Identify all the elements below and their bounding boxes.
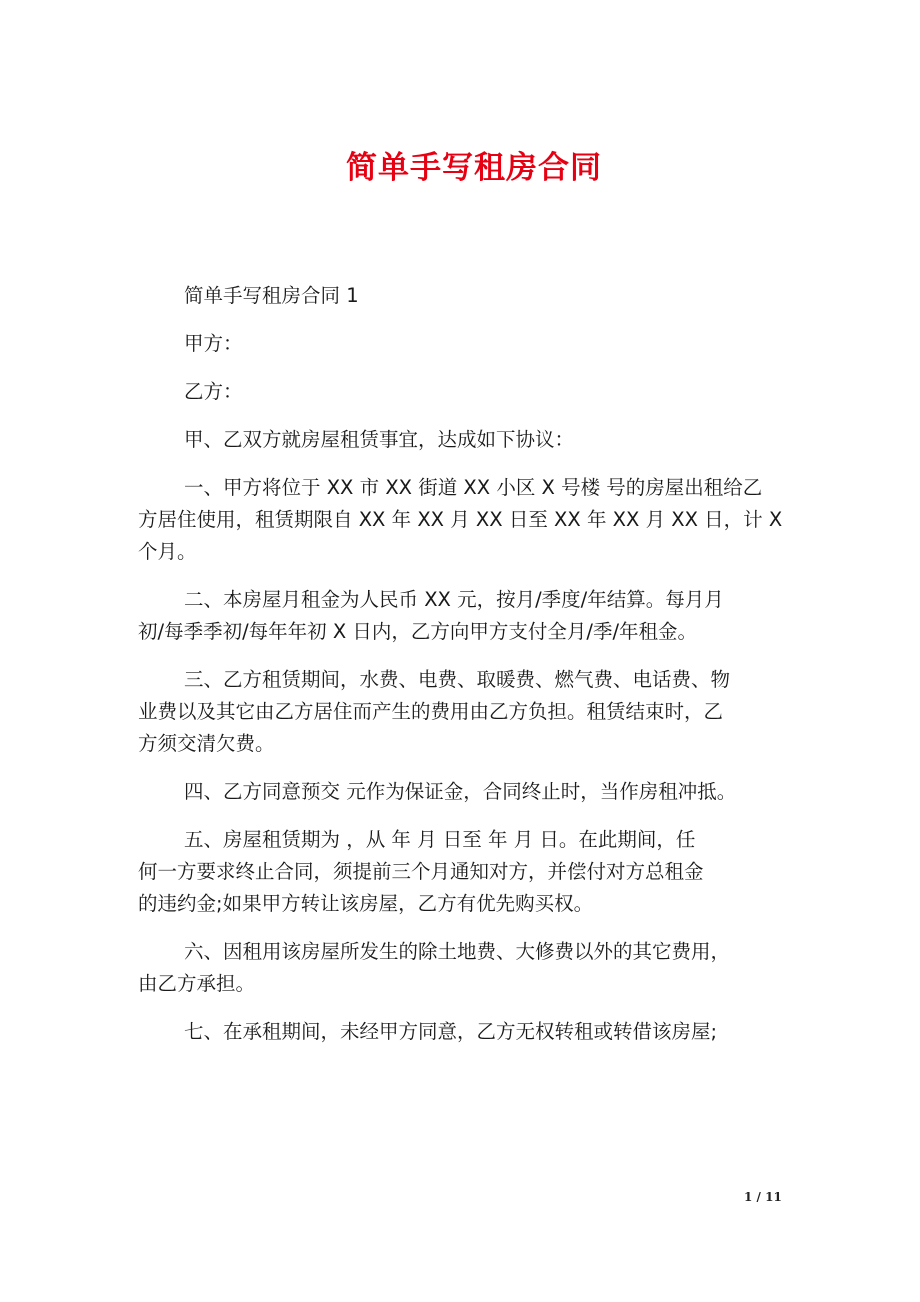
clause-5-line-2: 何一方要求终止合同，须提前三个月通知对方，并偿付对方总租金: [138, 860, 704, 883]
clause-3-line-2: 业费以及其它由乙方居住而产生的费用由乙方负担。租赁结束时，乙: [138, 700, 724, 723]
clause-1-line-1: 一、甲方将位于 XX 市 XX 街道 XX 小区 X 号楼 号的房屋出租给乙: [184, 476, 763, 499]
clause-3-line-3: 方须交清欠费。: [138, 732, 275, 755]
clause-7-line-1: 七、在承租期间，未经甲方同意，乙方无权转租或转借该房屋;: [184, 1020, 718, 1043]
clause-2-line-2: 初/每季季初/每年年初 X 日内，乙方向甲方支付全月/季/年租金。: [138, 620, 698, 643]
clause-4-line-1: 四、乙方同意预交 元作为保证金，合同终止时，当作房租冲抵。: [184, 780, 737, 803]
clause-5-line-1: 五、房屋租赁期为 ，从 年 月 日至 年 月 日。在此期间，任: [184, 828, 696, 851]
agreement-intro: 甲、乙双方就房屋租赁事宜，达成如下协议：: [184, 428, 575, 451]
clause-1-line-3: 个月。: [138, 540, 197, 563]
clause-2-line-1: 二、本房屋月租金为人民币 XX 元，按月/季度/年结算。每月月: [184, 588, 724, 611]
contract-heading: 简单手写租房合同 1: [184, 284, 359, 307]
document-title: 简单手写租房合同: [346, 150, 602, 186]
clause-5-line-3: 的违约金;如果甲方转让该房屋，乙方有优先购买权。: [138, 892, 594, 915]
party-b-line: 乙方：: [184, 380, 243, 403]
party-a-line: 甲方：: [184, 332, 243, 355]
clause-6-line-2: 由乙方承担。: [138, 972, 256, 995]
page-number: 1 / 11: [744, 1190, 782, 1204]
clause-1-line-2: 方居住使用，租赁期限自 XX 年 XX 月 XX 日至 XX 年 XX 月 XX 日，计 X: [138, 508, 783, 531]
document-body: [138, 280, 798, 1048]
clause-6-line-1: 六、因租用该房屋所发生的除土地费、大修费以外的其它费用，: [184, 940, 731, 963]
clause-3-line-1: 三、乙方租赁期间，水费、电费、取暖费、燃气费、电话费、物: [184, 668, 731, 691]
